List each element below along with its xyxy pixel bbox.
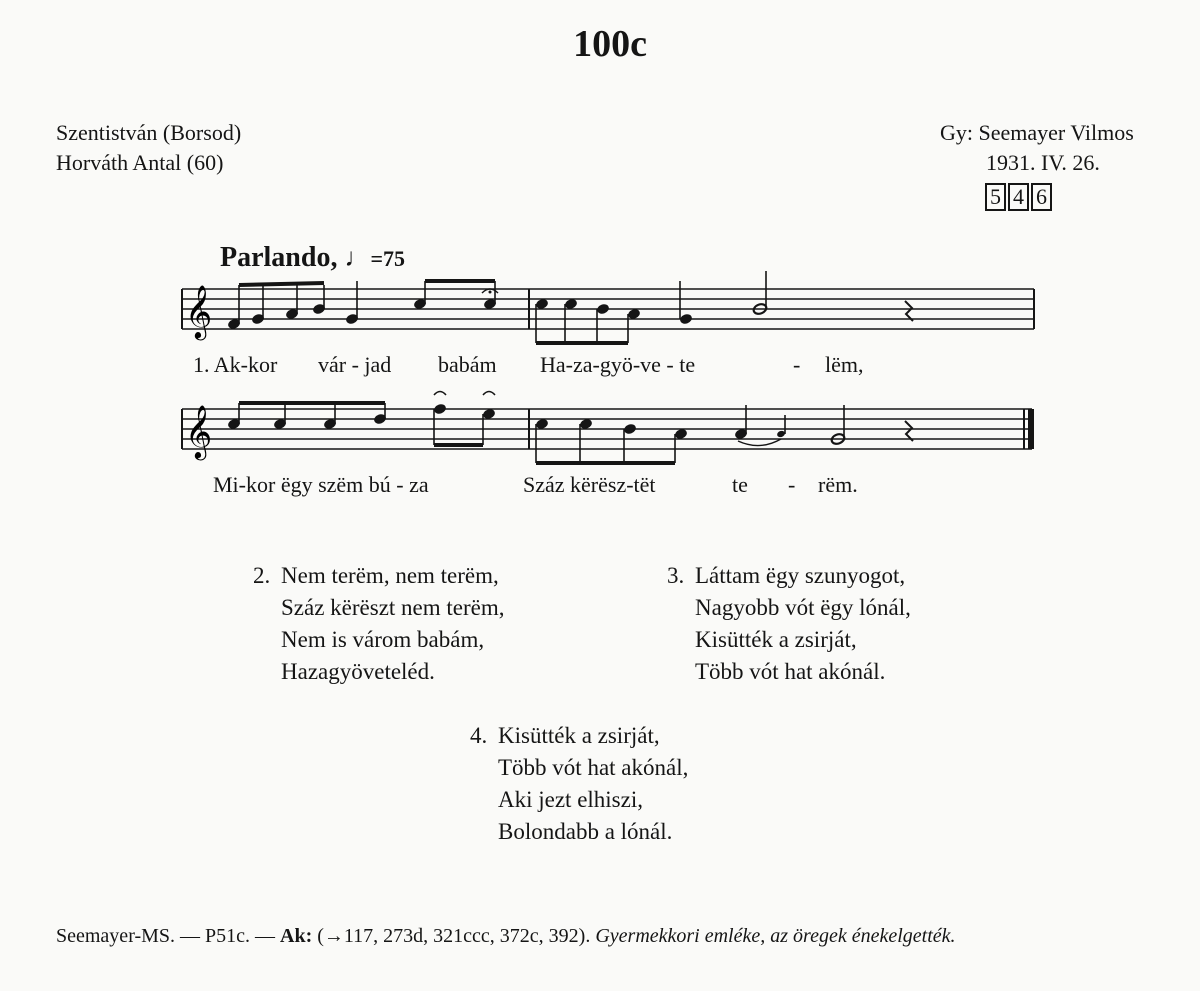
verse-number: 3. bbox=[667, 563, 685, 588]
collector-label: Gy: Seemayer Vilmos bbox=[940, 120, 1134, 145]
verse-line: Aki jezt elhiszi, bbox=[498, 787, 643, 812]
lyric-syllable: babám bbox=[438, 352, 497, 377]
staff-line-1 bbox=[0, 285, 1200, 345]
verse-line: Nagyobb vót ëgy lónál, bbox=[695, 595, 911, 620]
rest-icon bbox=[905, 421, 913, 441]
verse-line: Száz kërëszt nem terëm, bbox=[281, 595, 505, 620]
staff-lines bbox=[182, 409, 1032, 449]
verse-number: 2. bbox=[253, 563, 271, 588]
lyric-syllable: 1. Ak-kor bbox=[193, 352, 278, 377]
footnote-remark: Gyermekkori emléke, az öregek énekelgették. bbox=[595, 925, 956, 947]
rest-icon bbox=[905, 301, 913, 321]
slur-icon bbox=[738, 439, 781, 446]
verse-line: Több vót hat akónál, bbox=[498, 755, 689, 780]
lyric-syllable: Mi-kor ëgy szëm bú - za bbox=[213, 472, 429, 497]
related-refs: (→117, 273d, 321ccc, 372c, 392). bbox=[317, 925, 591, 947]
verse-line: Kisütték a zsirját, bbox=[695, 627, 857, 652]
lyric-syllable: Száz kërësz-tët bbox=[523, 472, 656, 497]
source-ref: Seemayer-MS. — P51c. — bbox=[56, 925, 276, 947]
final-barline bbox=[1028, 409, 1034, 449]
lyric-syllable: te bbox=[732, 472, 748, 497]
verse-line: Hazagyöveteléd. bbox=[281, 659, 435, 684]
date-label: 1931. IV. 26. bbox=[986, 150, 1100, 175]
treble-clef-icon: 𝄞 bbox=[185, 404, 213, 458]
collection-info bbox=[940, 118, 1134, 178]
verse-line: Nem terëm, nem terëm, bbox=[281, 563, 499, 588]
song-origin bbox=[56, 118, 241, 178]
place-label: Szentistván (Borsod) bbox=[56, 120, 242, 145]
verse-2 bbox=[253, 560, 505, 688]
lyric-syllable: vár - jad bbox=[318, 352, 392, 377]
verse-line: Kisütték a zsirját, bbox=[498, 723, 660, 748]
verse-line: Több vót hat akónál. bbox=[695, 659, 886, 684]
beams bbox=[239, 403, 675, 463]
lyric-syllable: - bbox=[788, 472, 796, 497]
verse-3 bbox=[667, 560, 911, 688]
ref-box: 4 bbox=[1008, 183, 1029, 211]
tempo-value: =75 bbox=[370, 246, 406, 271]
reference-number-boxes bbox=[985, 183, 1054, 211]
treble-clef-icon: 𝄞 bbox=[185, 284, 213, 338]
ref-box: 6 bbox=[1031, 183, 1052, 211]
tempo-word: Parlando, bbox=[220, 242, 338, 273]
verse-number: 4. bbox=[470, 723, 488, 748]
singer-label: Horváth Antal (60) bbox=[56, 150, 224, 175]
fermata-icon bbox=[483, 392, 495, 396]
ak-label: Ak: bbox=[280, 925, 313, 947]
verse-4 bbox=[470, 720, 688, 848]
lyric-syllable: Ha-za-gyö-ve - te bbox=[540, 352, 696, 377]
ref-box: 5 bbox=[985, 183, 1006, 211]
lyric-syllable: rëm. bbox=[818, 472, 858, 497]
verse-line: Láttam ëgy szunyogot, bbox=[695, 563, 906, 588]
lyric-syllable: - bbox=[793, 352, 801, 377]
verse-line: Nem is várom babám, bbox=[281, 627, 485, 652]
page-title: 100c bbox=[573, 23, 647, 65]
verse-line: Bolondabb a lónál. bbox=[498, 819, 673, 844]
lyric-syllable: lëm, bbox=[825, 352, 864, 377]
source-footnote bbox=[56, 925, 956, 948]
quarter-note-icon: ♩ bbox=[344, 243, 371, 272]
stems bbox=[239, 403, 844, 463]
fermata-icon bbox=[434, 392, 446, 396]
staff-line-2 bbox=[0, 405, 1200, 465]
tempo-marking bbox=[220, 242, 405, 274]
